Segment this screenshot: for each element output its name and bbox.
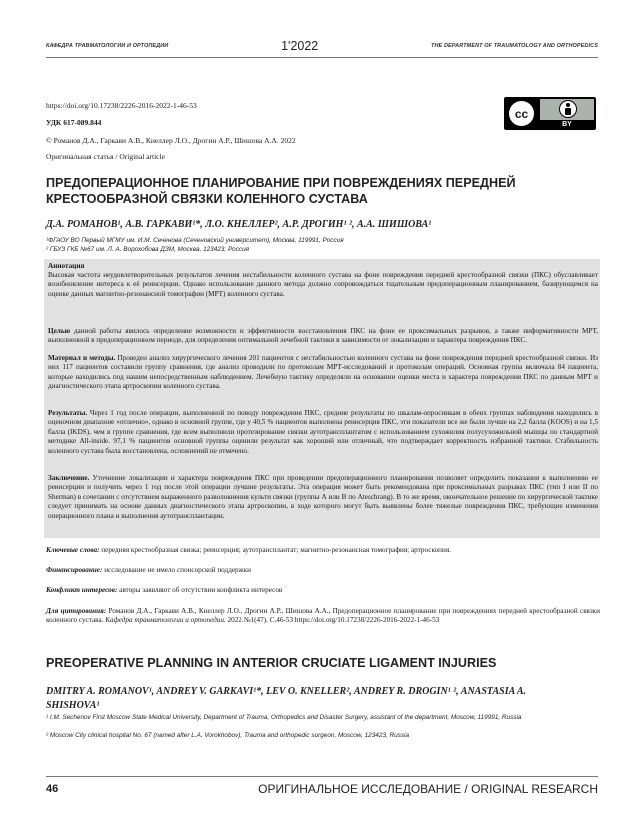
abstract-heading: Аннотация	[48, 262, 85, 270]
keywords	[46, 546, 600, 555]
results-label: Результаты.	[48, 409, 88, 417]
affiliation-en-2: ² Moscow City clinical hospital No. 67 (named after L.A. Vorokhobov), Trauma and orthopedic surgeon, Moscow, 123423, Russia	[46, 732, 410, 739]
keywords-label: Ключевые слова:	[46, 546, 100, 554]
article-title-en: PREOPERATIVE PLANNING IN ANTERIOR CRUCIATE LIGAMENT INJURIES	[46, 656, 497, 670]
page-number: 46	[46, 783, 59, 795]
section-name: ОРИГИНАЛЬНОЕ ИССЛЕДОВАНИЕ / ORIGINAL RESEARCH	[258, 782, 598, 796]
funding-text: исследование не имело спонсорской поддержки	[102, 566, 251, 574]
doi-link[interactable]: https://doi.org/10.17238/2226-2016-2022-1-46-53	[46, 101, 197, 110]
conclusion-label: Заключение.	[48, 474, 90, 482]
citation-journal: Кафедра травматологии и ортопедии.	[105, 616, 226, 625]
conclusion-text: Уточнение локализации и характера повреждения ПКС при проведении предоперационного планирования позволяет определить показания к выполнению ее реинсерции и получить через 1 год после этой операции лучшие результаты. Эта операция может быть рекомендована при проксимальных разрывах ПКС (тип I или II по Sherman) в сочетании с отсутствием выраженного разволокнения культи связки (группы А или В по Ateschrang). В то же время, окончательное решение по хирургической тактике следует принимать на основе данных диагностического этапа артроскопии, в ходе которого могут быть выявлены более тяжелые повреждения ПКС, требующие изменения операционного плана и выполнения аутотрансплантации.	[48, 474, 598, 520]
header-right: THE DEPARTMENT OF TRAUMATOLOGY AND ORTHOPEDICS	[431, 43, 598, 49]
article-title-ru: ПРЕДОПЕРАЦИОННОЕ ПЛАНИРОВАНИЕ ПРИ ПОВРЕЖДЕНИЯХ ПЕРЕДНЕЙ КРЕСТООБРАЗНОЙ СВЯЗКИ КОЛЕННОГО СУСТАВА	[46, 176, 516, 206]
authors-ru: Д.А. РОМАНОВ¹, А.В. ГАРКАВИ¹*, Л.О. КНЕЛЛЕР², А.Р. ДРОГИН¹ ², А.А. ШИШОВА¹	[46, 219, 432, 230]
issue-number: 1'2022	[281, 39, 319, 53]
footer-divider	[46, 776, 598, 777]
authors-en: DMITRY A. ROMANOV¹, ANDREY V. GARKAVI¹*, LEV O. KNELLER², ANDREY R. DROGIN¹ ², ANASTASIA A. SHISHOVA¹	[46, 686, 527, 711]
abstract-conclusion	[48, 474, 598, 521]
results-text: Через 1 год после операции, выполненной по поводу повреждения ПКС, средние результаты по шкалам-опросникам в обеих группах наблюдения находились в оценочном диапазоне «отлично», однако в основной группе, где у 40,5 % пациентов выполнена реинсерция ПКС, эти показатели все же были лучше на 2,2 балла (KOOS) и на 1,5 балла (IKDS), чем в группе сравнения, где всем выполнили протезирование связки аутотрансплантатом с использованием сухожилия полусухожильной мышцы по стандартной методике All-inside. 97,1 % пациентов основной группы оценили результат как хороший или отличный, что подтверждает корректность избранной тактики. Стабильность коленного сустава была восстановлена, осложнений не отмечено.	[48, 409, 598, 455]
citation-label: Для цитирования:	[46, 607, 107, 615]
methods-label: Материал и методы.	[48, 354, 116, 362]
abstract-aim	[48, 327, 598, 346]
citation-text-b: 2022.№1(47). С.46-53 https://doi.org/10.17238/2226-2016-2022-1-46-53	[225, 616, 440, 625]
affiliation-ru-2: ² ГБУЗ ГКБ №67 им. Л. А. Ворохобова ДЗМ, Москва, 123423, Россия	[46, 246, 250, 253]
udk-code: УДК 617-089.844	[46, 118, 102, 127]
abstract-methods	[48, 354, 598, 392]
article-type: Оригинальная статья / Original article	[46, 152, 165, 161]
aim-label: Целью	[48, 327, 71, 335]
methods-text: Проведен анализ хирургического лечения 201 пациентов с нестабильностью коленного сустава на фоне повреждения передней крестообразной связки. Из них 117 пациентов составили группу сравнения, где анализ проводили по протоколам МРТ-исследований и протоколам операций. Основная группа включала 84 пациента, которые находились под нашим непосредственным наблюдением. Лечебную тактику определяли на основании оценки места и характера повреждения ПКС по данным МРТ и диагностического этапа артроскопии коленного сустава.	[48, 354, 598, 391]
aim-text: данной работы явилось определение возможности и эффективности восстановления ПКС на фоне ее проксимальных разрывов, а также информативности МРТ, выполненной в предоперационном периоде, для определения оптимальной лечебной тактики в зависимости от локализации и характера повреждения ПКС.	[48, 327, 598, 345]
keywords-text: передняя крестообразная связка; реинсерция; аутотрансплантат; магнитно-резонансная томография; артроскопия.	[99, 546, 451, 554]
conflict-label: Конфликт интересов:	[46, 586, 118, 594]
attribution-person-icon	[559, 100, 577, 118]
copyright-line: © Романов Д.А., Гаркави А.В., Кнеллер Л.О., Дрогин А.Р., Шишова А.А. 2022	[46, 136, 296, 145]
conflict-text: авторы заявляют об отсутствии конфликта интересов	[117, 586, 283, 594]
cc-icon: cc	[507, 99, 536, 128]
funding	[46, 566, 600, 575]
header-left: КАФЕДРА ТРАВМАТОЛОГИИ И ОРТОПЕДИИ	[46, 43, 169, 49]
citation	[46, 607, 600, 626]
cc-by-license-icon[interactable]	[504, 97, 596, 130]
header-divider	[46, 57, 598, 58]
funding-label: Финансирование:	[46, 566, 103, 574]
conflict-of-interest	[46, 586, 600, 595]
running-footer	[46, 782, 598, 796]
by-label: BY	[540, 120, 594, 130]
abstract-results	[48, 409, 598, 456]
affiliation-ru-1: ¹ФГАОУ ВО Первый МГМУ им. И.М. Сеченова (Сеченовский университет), Москва, 119991, Россия	[46, 237, 344, 244]
affiliation-en-1: ¹ I.M. Sechenov First Moscow State Medical University, Department of Trauma, Orthopedics and Disaster Surgery, assistant of the department, Moscow, 119991, Russia	[46, 714, 522, 721]
running-header	[46, 38, 598, 54]
abstract-intro: Высокая частота неудовлетворительных результатов лечения нестабильности коленного сустава на фоне повреждения передней крестообразной связки (ПКС) обуславливает возобновление интереса к её реинсерции. Однако использование данного метода должно сопровождаться тщательным предоперационным планированием, базирующемся на оценке данных магнитно-резонансной томографии (МРТ) коленного сустава.	[48, 271, 598, 298]
citation-text-a: Романов Д.А., Гаркави А.В., Кнеллер Л.О., Дрогин А.Р., Шишова А.А., Предоперационное планирование при повреждениях передней крестообразной связки коленного сустава.	[46, 607, 600, 625]
